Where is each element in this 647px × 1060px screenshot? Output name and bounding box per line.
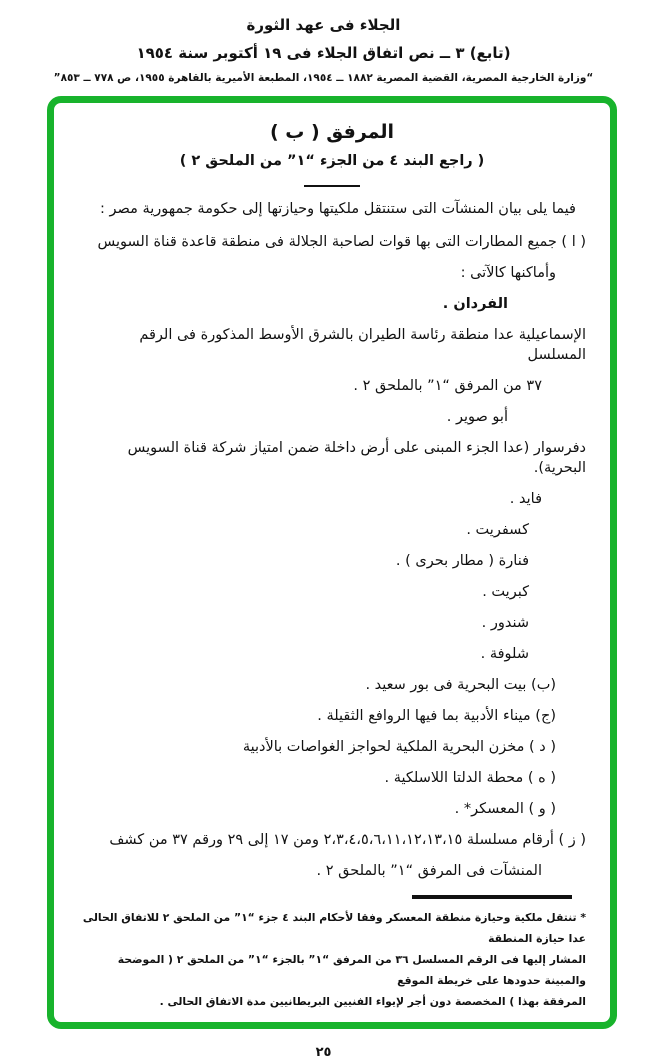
item-f-camp: ( و ) المعسكر* . (454, 801, 556, 817)
page-number: ٢٥ (315, 1045, 332, 1060)
footnote (78, 907, 586, 1012)
item-g-serials-line1: ( ز ) أرقام مسلسلة ٢،٣،٤،٥،٦،١١،١٢،١٣،١٥ ومن ١٧ إلى ٢٩ ورقم ٣٧ من كشف (109, 832, 586, 848)
book-title: الجلاء فى عهد الثورة (246, 16, 401, 34)
section-divider (304, 185, 360, 187)
place-shallufa: شلوفة . (480, 646, 529, 662)
item-g-serials-line2: المنشآت فى المرفق “١” بالملحق ٢ . (316, 863, 542, 879)
place-kasfareet: كسفريت . (466, 522, 529, 538)
source-citation: “وزارة الخارجية المصرية، القضية المصرية ١٨٨٢ ــ ١٩٥٤، المطبعة الأميرية بالقاهرة ١٩٥٥، ص ٧٧٨ ــ ٨٥٣” (53, 72, 594, 84)
footnote-line3: المرفقة بهذا ) المخصصة دون أجر لإيواء الفنيين البريطانيين مدة الاتفاق الحالى . (159, 995, 586, 1008)
item-c-adabiya-port: (ج) ميناء الأدبية بما فيها الروافع الثقيلة . (317, 708, 556, 724)
place-kabrit: كبريت . (482, 584, 529, 600)
place-fayid: فايد . (509, 491, 542, 507)
annex-green-box (47, 96, 617, 1029)
item-e-delta-wireless: ( ه ) محطة الدلتا اللاسلكية . (384, 770, 556, 786)
place-ismailia-line2: ٣٧ من المرفق “١” بالملحق ٢ . (353, 378, 542, 394)
place-shandur: شندور . (481, 615, 529, 631)
item-d-navy-store: ( د ) مخزن البحرية الملكية لحواجز الغواصات بالأدبية (242, 739, 556, 755)
annex-title: المرفق ( ب ) (269, 121, 395, 143)
place-fanara: فنارة ( مطار بحرى ) . (395, 553, 529, 569)
annex-intro: فيما يلى بيان المنشآت التى ستنتقل ملكيتها وحيازتها إلى حكومة جمهورية مصر : (100, 201, 576, 217)
item-a-line1: ( ا ) جميع المطارات التى بها قوات لصاحبة الجلالة فى منطقة قاعدة قناة السويس (97, 234, 586, 250)
footnote-divider (412, 895, 572, 899)
place-firdan: الفردان . (442, 296, 508, 312)
place-deversoir: دفرسوار (عدا الجزء المبنى على أرض داخلة ضمن امتياز شركة قناة السويس البحرية). (127, 440, 586, 476)
place-abu-sueir: أبو صوير . (446, 409, 508, 425)
place-ismailia-line1: الإسماعيلية عدا منطقة رئاسة الطيران بالشرق الأوسط المذكورة فى الرقم المسلسل (139, 327, 586, 363)
footnote-line2: المشار إليها فى الرقم المسلسل ٣٦ من المرفق “١” بالجزء “١” من الملحق ٢ ( الموضحة والمبينة حدودها على خريطة الموقع (117, 953, 586, 987)
item-a-line2: وأماكنها كالآتى : (460, 265, 556, 281)
annex-reference: ( راجع البند ٤ من الجزء “١” من الملحق ٢ ) (179, 153, 485, 169)
footnote-line1: * تنتقل ملكية وحيازة منطقة المعسكر وفقا لأحكام البند ٤ جزء “١” من الملحق ٢ للاتفاق الحالى عدا حيازة المنطقة (82, 911, 586, 945)
item-b-navy-house: (ب) بيت البحرية فى بور سعيد . (365, 677, 556, 693)
page-header (0, 0, 647, 86)
chapter-subtitle: (تابع) ٣ ــ نص اتفاق الجلاء فى ١٩ أكتوبر سنة ١٩٥٤ (136, 44, 511, 62)
